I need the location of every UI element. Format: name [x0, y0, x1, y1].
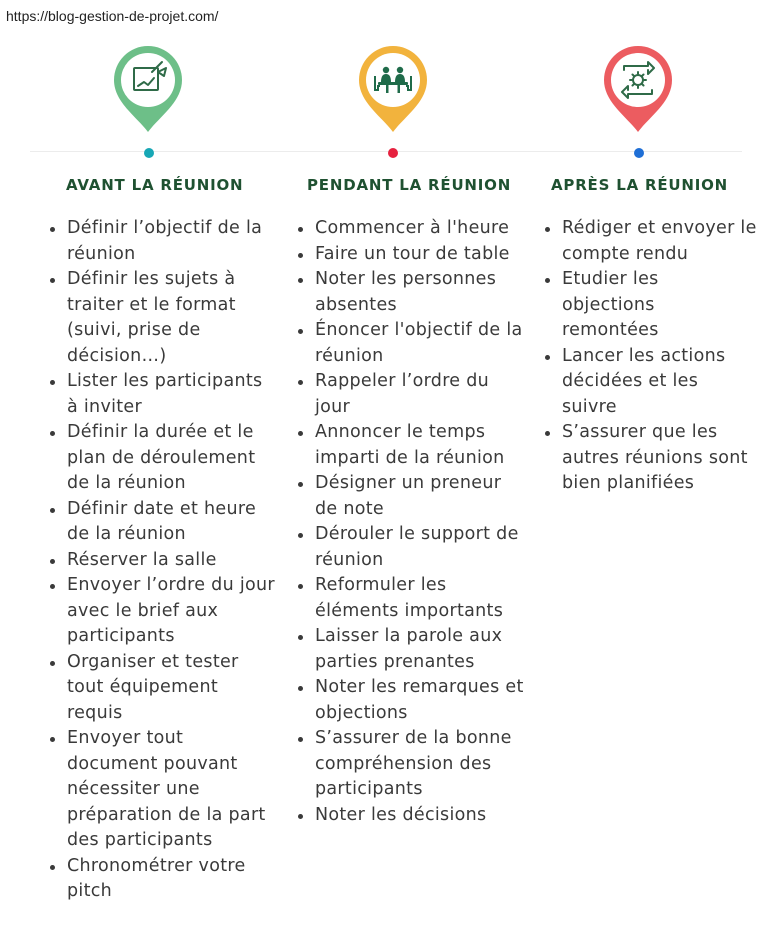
list-item: Noter les personnes absentes	[295, 267, 525, 318]
list-item: S’assurer de la bonne compréhension des participants	[295, 726, 525, 803]
list-item: Commencer à l'heure	[295, 216, 525, 242]
phase-2-pin	[353, 42, 433, 134]
phase-1-list	[47, 216, 277, 905]
list-item: Rappeler l’ordre du jour	[295, 369, 525, 420]
list-item: Dérouler le support de réunion	[295, 522, 525, 573]
list-item: Réserver la salle	[47, 548, 277, 574]
list-item: Définir la durée et le plan de déroulement de la réunion	[47, 420, 277, 497]
phase-3-pin	[598, 42, 678, 134]
phase-3-column	[542, 176, 757, 497]
list-item: Désigner un preneur de note	[295, 471, 525, 522]
phase-2-dot	[388, 148, 398, 158]
list-item: Rédiger et envoyer le compte rendu	[542, 216, 757, 267]
phase-3-heading: APRÈS LA RÉUNION	[551, 176, 729, 194]
list-item: Lancer les actions décidées et les suivre	[542, 344, 757, 421]
list-item: Définir l’objectif de la réunion	[47, 216, 277, 267]
list-item: Énoncer l'objectif de la réunion	[295, 318, 525, 369]
phase-2-column	[295, 176, 525, 828]
list-item: Faire un tour de table	[295, 242, 525, 268]
phase-3-dot	[634, 148, 644, 158]
phase-2-heading: PENDANT LA RÉUNION	[307, 176, 512, 194]
list-item: Etudier les objections remontées	[542, 267, 757, 344]
phase-1-dot	[144, 148, 154, 158]
list-item: Reformuler les éléments importants	[295, 573, 525, 624]
phase-1-heading: AVANT LA RÉUNION	[66, 176, 244, 194]
list-item: Définir les sujets à traiter et le format (suivi, prise de décision…)	[47, 267, 277, 369]
phase-2-list	[295, 216, 525, 828]
list-item: Envoyer l’ordre du jour avec le brief aux participants	[47, 573, 277, 650]
source-url: https://blog-gestion-de-projet.com/	[6, 8, 219, 24]
list-item: Laisser la parole aux parties prenantes	[295, 624, 525, 675]
list-item: Chronométrer votre pitch	[47, 854, 277, 905]
phase-1-column	[47, 176, 277, 905]
list-item: Noter les décisions	[295, 803, 525, 829]
list-item: Annoncer le temps imparti de la réunion	[295, 420, 525, 471]
list-item: Noter les remarques et objections	[295, 675, 525, 726]
list-item: Envoyer tout document pouvant nécessiter une préparation de la part des participants	[47, 726, 277, 854]
phase-3-list	[542, 216, 757, 497]
phase-1-pin	[108, 42, 188, 134]
list-item: Définir date et heure de la réunion	[47, 497, 277, 548]
list-item: Organiser et tester tout équipement requis	[47, 650, 277, 727]
list-item: S’assurer que les autres réunions sont bien planifiées	[542, 420, 757, 497]
list-item: Lister les participants à inviter	[47, 369, 277, 420]
